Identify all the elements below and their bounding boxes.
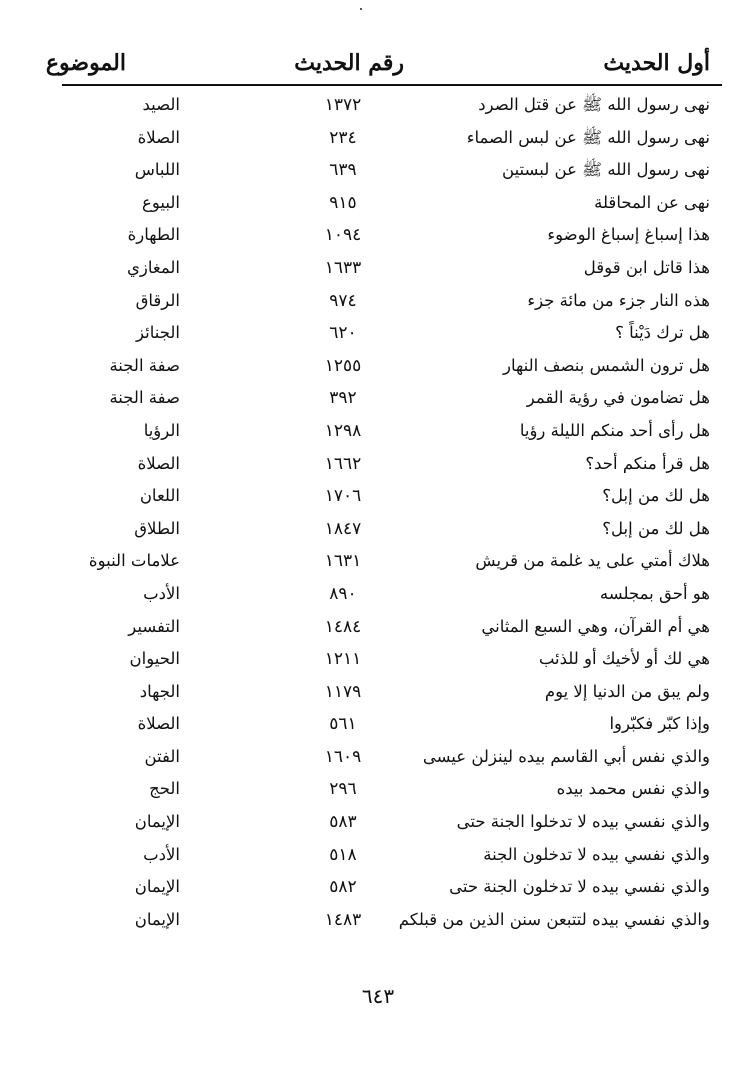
topic-cell: الأدب <box>143 583 180 603</box>
hadith-number-cell: ١٨٤٧ <box>324 518 362 539</box>
margin-dot <box>360 8 362 10</box>
header-rule <box>62 84 722 86</box>
table-row <box>62 677 722 710</box>
table-row <box>62 807 722 840</box>
topic-cell: الفتن <box>144 746 180 766</box>
table-row <box>62 840 722 873</box>
topic-cell: علامات النبوة <box>88 551 180 571</box>
table-row <box>62 546 722 579</box>
table-row <box>62 188 722 221</box>
hadith-start-cell: والذي نفسي بيده لا تدخلون الجنة <box>483 844 710 864</box>
hadith-start-cell: والذي نفسي بيده لا تدخلوا الجنة حتى <box>456 812 710 832</box>
hadith-number-cell: ١٢٩٨ <box>324 420 362 441</box>
hadith-start-cell: هذه النار جزء من مائة جزء <box>527 290 710 310</box>
header-hadith-number: رقم الحديث <box>294 50 404 76</box>
hadith-start-cell: هي أم القرآن، وهي السبع المثاني <box>481 616 710 636</box>
index-table-body <box>62 90 722 937</box>
table-row <box>62 872 722 905</box>
hadith-start-cell: والذي نفس أبي القاسم بيده لينزلن عيسى <box>422 746 710 766</box>
table-row <box>62 481 722 514</box>
hadith-number-cell: ١٢٥٥ <box>324 355 362 376</box>
header-topic: الموضوع <box>45 50 126 76</box>
hadith-number-cell: ٥٦١ <box>329 714 357 735</box>
table-row <box>62 514 722 547</box>
hadith-number-cell: ١٠٩٤ <box>324 225 362 246</box>
table-row <box>62 774 722 807</box>
table-row <box>62 905 722 938</box>
hadith-number-cell: ٥٨٣ <box>329 812 357 833</box>
topic-cell: الطلاق <box>134 518 180 538</box>
table-row <box>62 742 722 775</box>
hadith-start-cell: هل قرأ منكم أحد؟ <box>585 453 710 473</box>
table-row <box>62 644 722 677</box>
topic-cell: الصيد <box>142 95 180 114</box>
topic-cell: الجنائز <box>136 323 180 343</box>
page-number: ٦٤٣ <box>361 984 395 1008</box>
hadith-number-cell: ٦٢٠ <box>329 323 357 344</box>
hadith-number-cell: ١٢١١ <box>324 649 362 670</box>
table-row <box>62 416 722 449</box>
table-row <box>62 351 722 384</box>
topic-cell: الإيمان <box>134 877 180 897</box>
table-row <box>62 155 722 188</box>
hadith-start-cell: هل لك من إبل؟ <box>602 486 710 506</box>
hadith-start-cell: هلاك أمتي على يد غلمة من قريش <box>475 551 710 571</box>
hadith-start-cell: هل لك من إبل؟ <box>602 518 710 538</box>
hadith-number-cell: ١٣٧٢ <box>324 95 362 115</box>
topic-cell: صفة الجنة <box>109 355 180 375</box>
table-row <box>62 220 722 253</box>
topic-cell: الحيوان <box>129 649 180 669</box>
hadith-start-cell: والذي نفسي بيده لتتبعن سنن الذين من قبلكم <box>398 909 710 929</box>
hadith-number-cell: ٢٩٦ <box>329 779 357 800</box>
table-row <box>62 286 722 319</box>
table-header <box>45 50 722 82</box>
hadith-start-cell: هي لك أو لأخيك أو للذئب <box>538 649 710 669</box>
hadith-start-cell: والذي نفسي بيده لا تدخلون الجنة حتى <box>449 877 710 897</box>
hadith-start-cell: هل تضامون في رؤية القمر <box>526 388 710 408</box>
topic-cell: اللعان <box>139 486 180 506</box>
table-row <box>62 612 722 645</box>
table-row <box>62 90 722 123</box>
hadith-start-cell: وإذا كبّر فكبّروا <box>609 714 710 734</box>
hadith-number-cell: ٣٩٢ <box>329 388 357 409</box>
topic-cell: المغازي <box>126 257 180 277</box>
hadith-number-cell: ١٧٠٦ <box>324 486 362 507</box>
topic-cell: الصلاة <box>137 453 180 473</box>
hadith-start-cell: هل ترون الشمس بنصف النهار <box>502 355 710 375</box>
topic-cell: الإيمان <box>134 909 180 929</box>
hadith-number-cell: ٩٧٤ <box>329 290 357 311</box>
hadith-start-cell: والذي نفس محمد بيده <box>556 779 710 799</box>
hadith-number-cell: ١٦٣١ <box>324 551 362 572</box>
topic-cell: الجهاد <box>139 681 180 701</box>
hadith-number-cell: ١٤٨٣ <box>324 909 362 930</box>
topic-cell: الإيمان <box>134 812 180 832</box>
hadith-start-cell: نهى رسول الله ﷺ عن لبستين <box>502 160 710 180</box>
topic-cell: التفسير <box>128 616 180 636</box>
table-row <box>62 449 722 482</box>
header-hadith-start: أول الحديث <box>603 50 710 76</box>
table-row <box>62 579 722 612</box>
hadith-number-cell: ٥٨٢ <box>329 877 357 898</box>
hadith-number-cell: ٢٣٤ <box>329 127 357 148</box>
hadith-start-cell: هذا إسباغ إسباغ الوضوء <box>547 225 710 245</box>
topic-cell: صفة الجنة <box>109 388 180 408</box>
hadith-number-cell: ١٦٠٩ <box>324 746 362 767</box>
table-row <box>62 383 722 416</box>
topic-cell: الطهارة <box>127 225 180 245</box>
hadith-start-cell: هذا قاتل ابن قوقل <box>583 257 710 277</box>
hadith-number-cell: ٥١٨ <box>329 844 357 865</box>
topic-cell: اللباس <box>134 160 180 180</box>
table-row <box>62 318 722 351</box>
topic-cell: الصلاة <box>137 714 180 734</box>
hadith-number-cell: ١٤٨٤ <box>324 616 362 637</box>
hadith-start-cell: هو أحق بمجلسه <box>599 583 710 603</box>
hadith-start-cell: هل ترك دَيْناً ؟ <box>615 323 710 343</box>
topic-cell: الحج <box>149 779 180 799</box>
table-row <box>62 253 722 286</box>
hadith-start-cell: هل رأى أحد منكم الليلة رؤيا <box>519 420 710 440</box>
hadith-number-cell: ١٦٦٢ <box>324 453 362 474</box>
hadith-number-cell: ١١٧٩ <box>324 681 362 702</box>
hadith-start-cell: ولم يبق من الدنيا إلا يوم <box>544 681 710 701</box>
topic-cell: الأدب <box>143 844 180 864</box>
hadith-start-cell: نهى عن المحاقلة <box>594 192 710 212</box>
hadith-start-cell: نهى رسول الله ﷺ عن لبس الصماء <box>466 127 710 147</box>
table-row <box>62 123 722 156</box>
hadith-number-cell: ٩١٥ <box>329 192 357 213</box>
hadith-number-cell: ١٦٣٣ <box>324 257 362 278</box>
topic-cell: الرؤيا <box>143 420 180 440</box>
hadith-number-cell: ٦٣٩ <box>329 160 357 181</box>
hadith-number-cell: ٨٩٠ <box>329 583 357 604</box>
table-row <box>62 709 722 742</box>
hadith-start-cell: نهى رسول الله ﷺ عن قتل الصرد <box>478 95 710 114</box>
topic-cell: الصلاة <box>137 127 180 147</box>
topic-cell: البيوع <box>142 192 180 212</box>
topic-cell: الرقاق <box>135 290 180 310</box>
